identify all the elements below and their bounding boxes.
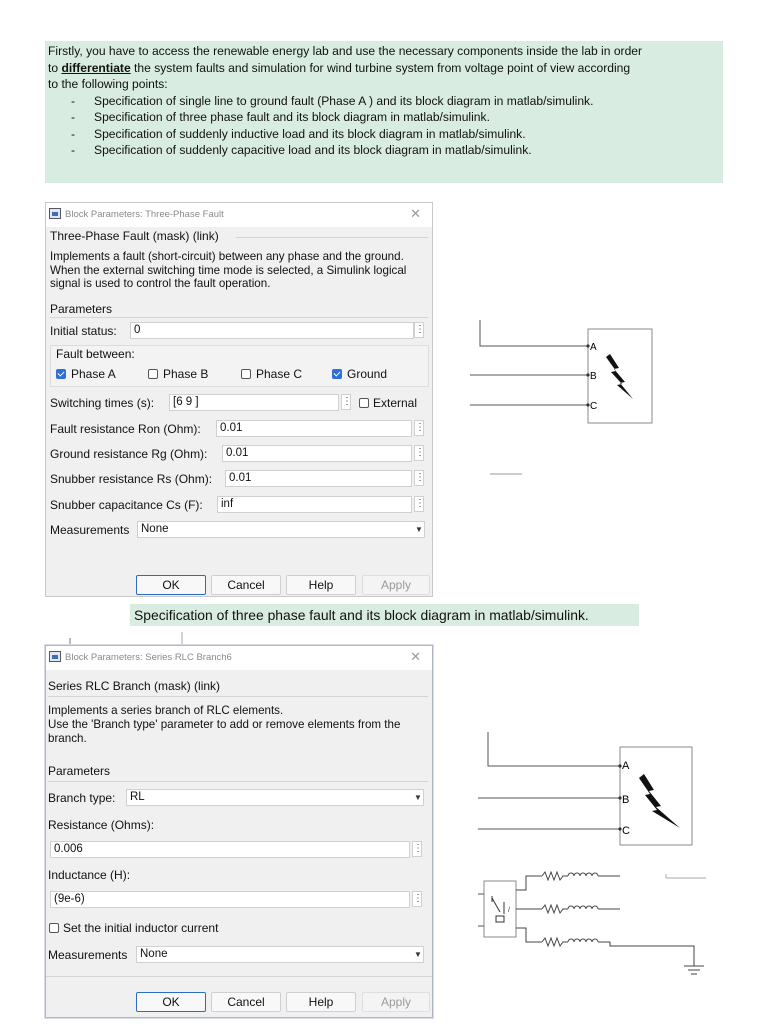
ground-resistance-label: Ground resistance Rg (Ohm):	[50, 447, 208, 461]
dialog-titlebar	[46, 646, 432, 670]
more-options-icon[interactable]: ⋮	[414, 496, 424, 512]
ground-checkbox[interactable]	[332, 369, 342, 379]
help-button[interactable]: Help	[286, 992, 356, 1012]
task-item: - Specification of suddenly inductive load and its block diagram in matlab/simulink.	[68, 126, 720, 143]
phase-a-label: Phase A	[71, 367, 116, 381]
chevron-down-icon: ▼	[414, 950, 422, 959]
inductor-icon	[568, 906, 598, 909]
phase-b-label: Phase B	[163, 367, 209, 381]
phase-b-checkbox[interactable]	[148, 369, 158, 379]
divider	[48, 781, 428, 782]
task-list	[48, 93, 720, 159]
branch-type-dropdown[interactable]: RL	[126, 789, 424, 806]
task-item: - Specification of three phase fault and its block diagram in matlab/simulink.	[68, 109, 720, 126]
svg-text:/: /	[508, 907, 510, 914]
stray-line	[666, 874, 706, 878]
port-label-b: B	[622, 794, 630, 806]
fault-resistance-input[interactable]: 0.01	[216, 420, 412, 437]
more-options-icon[interactable]: ⋮	[412, 841, 422, 857]
more-options-icon[interactable]: ⋮	[341, 394, 351, 410]
intro-line-2-end: the system faults and simulation for wind turbine system from voltage point of view according	[130, 60, 631, 75]
close-icon[interactable]: ✕	[410, 649, 421, 664]
ground-icon	[684, 966, 704, 974]
dialog-title: Block Parameters: Three-Phase Fault	[65, 209, 224, 220]
more-options-icon[interactable]: ⋮	[414, 445, 424, 461]
task-item: - Specification of suddenly capacitive load and its block diagram in matlab/simulink.	[68, 142, 720, 159]
initial-current-checkbox[interactable]	[49, 923, 59, 933]
intro-line-3: to the following points:	[48, 77, 168, 91]
measurements-dropdown[interactable]: None	[137, 521, 425, 538]
block-description-line-1: Implements a series branch of RLC elements.	[48, 704, 284, 717]
emphasized-word: differentiate	[61, 60, 131, 75]
parameters-heading: Parameters	[50, 302, 113, 316]
simulink-app-icon	[49, 208, 61, 219]
switching-times-input[interactable]: [6 9 ]	[169, 394, 339, 411]
inductor-icon	[568, 939, 598, 942]
ok-button[interactable]: OK	[136, 992, 206, 1012]
resistor-icon	[542, 905, 568, 913]
fault-resistance-label: Fault resistance Ron (Ohm):	[50, 422, 201, 436]
intro-text-box	[45, 41, 723, 183]
resistor-icon	[542, 872, 568, 880]
divider	[236, 237, 428, 238]
port-label-a: A	[590, 342, 597, 353]
measurements-label: Measurements	[48, 948, 128, 962]
snubber-resistance-input[interactable]: 0.01	[225, 470, 412, 487]
branch-type-label: Branch type:	[48, 791, 116, 805]
phase-a-checkbox[interactable]	[56, 369, 66, 379]
series-rlc-branch-dialog	[45, 645, 433, 1018]
more-options-icon[interactable]: ⋮	[414, 420, 424, 436]
dialog-title: Block Parameters: Series RLC Branch6	[65, 652, 232, 663]
three-phase-fault-dialog	[45, 202, 433, 597]
rl-branches	[516, 872, 694, 966]
ground-label: Ground	[347, 367, 388, 381]
three-phase-fault-diagram	[470, 312, 670, 482]
phase-c-checkbox[interactable]	[241, 369, 251, 379]
divider	[48, 696, 428, 697]
close-icon[interactable]: ✕	[410, 206, 421, 221]
initial-status-label: Initial status:	[50, 324, 117, 338]
mask-title: Three-Phase Fault (mask) (link)	[50, 229, 219, 243]
rl-load-fault-diagram	[470, 728, 730, 988]
block-description-line-2: Use the 'Branch type' parameter to add or remove elements from the branch.	[48, 718, 401, 745]
divider	[46, 976, 432, 977]
ground-resistance-input[interactable]: 0.01	[222, 445, 412, 462]
snubber-capacitance-input[interactable]: inf	[217, 496, 412, 513]
mask-title: Series RLC Branch (mask) (link)	[48, 679, 221, 693]
resistor-icon	[542, 938, 568, 946]
switching-times-label: Switching times (s):	[50, 396, 155, 410]
intro-line-1: Firstly, you have to access the renewable energy lab and use the necessary components inside the lab in order	[48, 44, 643, 58]
measurements-label: Measurements	[50, 523, 130, 537]
port-label-c: C	[622, 825, 630, 837]
port-label-b: B	[590, 371, 597, 382]
initial-status-input[interactable]: 0	[130, 322, 414, 339]
inductor-icon	[568, 873, 598, 876]
initial-current-label: Set the initial inductor current	[63, 921, 219, 935]
port-label-a: A	[622, 760, 630, 772]
resistance-input[interactable]: 0.006	[50, 841, 410, 858]
dialog-titlebar	[46, 203, 432, 227]
inductance-label: Inductance (H):	[48, 868, 131, 882]
chevron-down-icon: ▼	[415, 525, 423, 534]
more-options-icon[interactable]: ⋮	[414, 322, 424, 338]
more-options-icon[interactable]: ⋮	[414, 470, 424, 486]
inductance-input[interactable]: (9e-6)	[50, 891, 410, 908]
help-button[interactable]: Help	[286, 575, 356, 595]
figure-caption: Specification of three phase fault and its block diagram in matlab/simulink.	[130, 604, 639, 626]
chevron-down-icon: ▼	[414, 793, 422, 802]
task-item: - Specification of single line to ground fault (Phase A ) and its block diagram in matlab/simulink.	[68, 93, 720, 110]
wire	[480, 320, 588, 346]
cancel-button[interactable]: Cancel	[211, 992, 281, 1012]
phase-c-label: Phase C	[256, 367, 303, 381]
divider	[50, 317, 428, 318]
external-label: External	[373, 396, 418, 410]
fault-block[interactable]	[620, 747, 692, 845]
parameters-heading: Parameters	[48, 764, 111, 778]
fault-block[interactable]	[588, 329, 652, 423]
wire	[488, 732, 620, 766]
apply-button[interactable]: Apply	[362, 575, 430, 595]
simulink-app-icon	[49, 651, 61, 662]
port-label-c: C	[590, 401, 598, 412]
intro-line-2	[48, 60, 720, 77]
apply-button[interactable]: Apply	[362, 992, 430, 1012]
external-checkbox[interactable]	[359, 398, 369, 408]
snubber-resistance-label: Snubber resistance Rs (Ohm):	[50, 472, 213, 486]
block-description: Implements a fault (short-circuit) between any phase and the ground. When the external switching time mode is selected, a Simulink logical signal is used to control the fault operation.	[50, 250, 407, 290]
cancel-button[interactable]: Cancel	[211, 575, 281, 595]
measurements-dropdown[interactable]: None	[136, 946, 424, 963]
fault-between-label: Fault between:	[56, 347, 135, 361]
resistance-label: Resistance (Ohms):	[48, 818, 155, 832]
ok-button[interactable]: OK	[136, 575, 206, 595]
breaker-block[interactable]	[484, 881, 516, 937]
more-options-icon[interactable]: ⋮	[412, 891, 422, 907]
intro-line-2-start: to	[48, 60, 62, 75]
snubber-capacitance-label: Snubber capacitance Cs (F):	[50, 498, 203, 512]
